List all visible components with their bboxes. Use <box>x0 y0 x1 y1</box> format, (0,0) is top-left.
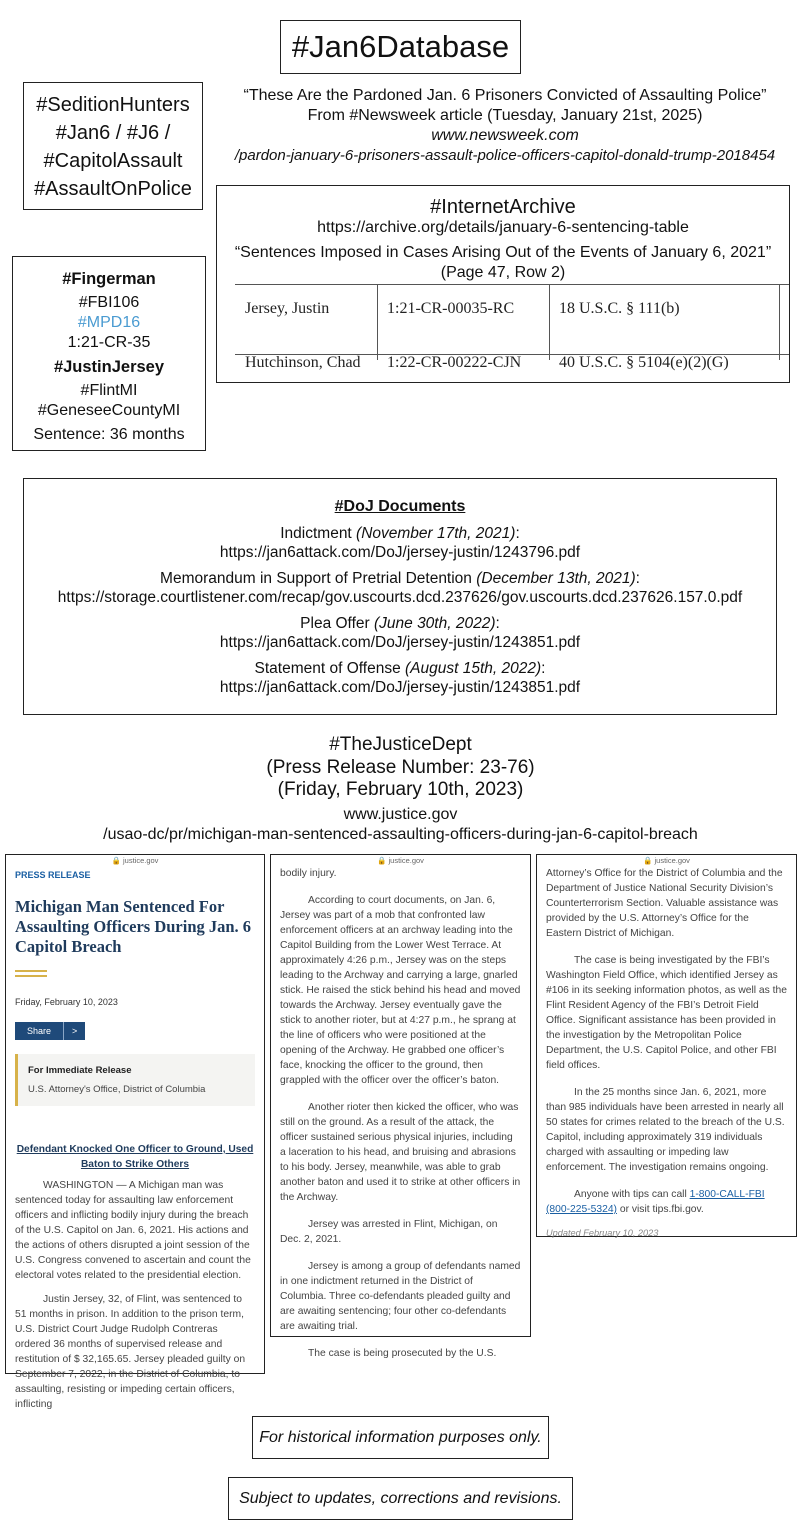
justice-heading: #TheJusticeDept <box>329 734 472 755</box>
body-paragraph: Another rioter then kicked the officer, who was still on the ground. As a result of the attack, the officer sustained serious physical injuries, including a laceration to his head, and bruising and abrasions to his body. Jersey, meanwhile, was able to grab another baton and used it to strike at other officers in the Archway. <box>280 1102 521 1203</box>
doc-label: Indictment <box>280 525 357 542</box>
tips-paragraph: Anyone with tips can call 1-800-CALL-FBI (800-225-5324) or visit tips.fbi.gov. <box>546 1189 765 1215</box>
body-paragraph: Jersey was arrested in Flint, Michigan, on Dec. 2, 2021. <box>280 1219 498 1245</box>
fingerman-heading: #Fingerman <box>62 270 156 288</box>
table-next-statute: 40 U.S.C. § 5104(e)(2)(G) <box>559 354 729 371</box>
page-title: #Jan6Database <box>280 20 521 74</box>
doj-documents-box <box>23 478 777 715</box>
internet-archive-box <box>216 185 790 383</box>
table-cell-statute: 18 U.S.C. § 111(b) <box>559 300 680 317</box>
doc-label: Plea Offer <box>300 615 374 632</box>
panel-domain: 🔒 justice.gov <box>643 856 690 865</box>
doc-url[interactable]: https://jan6attack.com/DoJ/jersey-justin/1243851.pdf <box>219 634 581 651</box>
doc-date: (November 17th, 2021) <box>356 525 516 542</box>
tag-capitol-assault: #CapitolAssault <box>43 150 183 172</box>
release-heading: For Immediate Release <box>28 1065 132 1076</box>
table-cell-case: 1:21-CR-00035-RC <box>387 300 515 317</box>
flint-tag: #FlintMI <box>80 382 138 399</box>
justice-url-domain[interactable]: www.justice.gov <box>343 806 458 823</box>
body-paragraph: The case is being investigated by the FBI’s Washington Field Office, which identified Jersey as #106 in its seeking information photos, as well as the Flint Resident Agency of the FBI’s Detroit Field Office. Significant assistance has been provided in the investigation by the Metropolitan Police Department, the U.S. Capitol Police, and other FBI field offices. <box>546 955 787 1071</box>
chevron-right-icon: > <box>63 1022 85 1040</box>
doc-label: Statement of Offense <box>254 660 406 677</box>
press-release-panel-2 <box>270 854 531 1359</box>
doj-entry-statement: Statement of Offense (August 15th, 2022): https://jan6attack.com/DoJ/jersey-justin/1243851.pdf <box>24 659 776 697</box>
fbi-tag: #FBI106 <box>78 294 140 311</box>
body-paragraph: WASHINGTON — A Michigan man was sentenced today for assaulting law enforcement officers and inflicting bodily injury during the breach of the U.S. Capitol on Jan. 6, 2021. His actions and the actions of others disrupted a joint session of the U.S. Congress convened to ascertain and count the electoral votes related to the presidential election. <box>15 1180 251 1281</box>
table-cell-name: Jersey, Justin <box>245 300 330 317</box>
tag-sedition-hunters: #SeditionHunters <box>36 94 190 116</box>
tag-assault-on-police: #AssaultOnPolice <box>34 178 192 200</box>
table-next-case: 1:22-CR-00222-CJN <box>387 354 522 371</box>
press-subheading: Defendant Knocked One Officer to Ground, Used Baton to Strike Others <box>16 1144 254 1170</box>
press-release-date-line: Friday, February 10, 2023 <box>15 997 118 1007</box>
doc-url[interactable]: https://storage.courtlistener.com/recap/gov.uscourts.dcd.237626/gov.uscourts.dcd.237626.157.0.pdf <box>57 589 743 606</box>
sentencing-table-excerpt <box>235 284 789 371</box>
newsweek-headline: “These Are the Pardoned Jan. 6 Prisoners Convicted of Assaulting Police” <box>243 87 767 104</box>
genesee-tag: #GeneseeCountyMI <box>37 402 181 419</box>
press-release-panel-1 <box>5 854 265 1410</box>
newsweek-citation <box>210 86 800 166</box>
panel-domain: 🔒 justice.gov <box>111 856 159 865</box>
body-paragraph: The case is being prosecuted by the U.S. <box>308 1348 497 1359</box>
body-paragraph: In the 25 months since Jan. 6, 2021, more than 985 individuals have been arrested in nearly all 50 states for crimes related to the breach of the U.S. Capitol, including approximately 319 individuals charged with assaulting or impeding law enforcement. The investigation remains ongoing. <box>546 1087 785 1173</box>
archive-doc-title: “Sentences Imposed in Cases Arising Out of the Events of January 6, 2021” <box>234 244 772 261</box>
table-next-name: Hutchinson, Chad <box>245 354 361 371</box>
doc-date: (June 30th, 2022) <box>373 615 496 632</box>
fbi-phone-link[interactable]: 1-800-CALL-FBI <box>689 1189 765 1200</box>
archive-heading: #InternetArchive <box>430 196 576 218</box>
archive-url[interactable]: https://archive.org/details/january-6-sentencing-table <box>317 219 689 236</box>
doc-label: Memorandum in Support of Pretrial Detention <box>160 570 477 587</box>
justin-jersey-tag: #JustinJersey <box>53 358 165 376</box>
body-paragraph: bodily injury. <box>280 868 337 879</box>
doc-url[interactable]: https://jan6attack.com/DoJ/jersey-justin/1243796.pdf <box>219 544 581 561</box>
mpd-tag[interactable]: #MPD16 <box>77 314 141 331</box>
doc-url[interactable]: https://jan6attack.com/DoJ/jersey-justin/1243851.pdf <box>219 679 581 696</box>
archive-page: (Page 47, Row 2) <box>440 264 566 281</box>
sentence-text: Sentence: 36 months <box>33 426 185 443</box>
doj-entry-memorandum: Memorandum in Support of Pretrial Detention (December 13th, 2021): https://storage.courtlistener.com/recap/gov.uscourts.dcd.237626/gov.uscourts.dcd.237626.157.0.pdf <box>24 569 776 607</box>
updates-disclaimer: Subject to updates, corrections and revisions. <box>228 1477 573 1520</box>
tag-jan6: #Jan6 / #J6 / <box>55 122 171 144</box>
press-release-title: Michigan Man Sentenced For Assaulting Officers During Jan. 6 Capitol Breach <box>15 897 252 956</box>
body-paragraph: According to court documents, on Jan. 6, Jersey was part of a mob that confronted law enforcement officers at an archway leading into the Capitol Building from the Lower West Terrace. At approximately 4:26 p.m., Jersey was on the steps leading to the Archway and carrying a large, gnarled stick. He raised the stick behind his head and moved towards the Archway. Jersey eventually gave the stick to another rioter, but at 4:27 p.m., he sprang at the line of officers who were positioned at the opening of the Archway. He grabbed one officer’s face, knocking the officer to the ground, then grappled with the officer over the officer’s baton. <box>280 895 521 1086</box>
press-release-panel-3 <box>536 854 797 1237</box>
historical-disclaimer: For historical information purposes only. <box>252 1416 549 1459</box>
doc-date: (December 13th, 2021) <box>476 570 636 587</box>
body-paragraph: Attorney’s Office for the District of Columbia and the Department of Justice National Security Division’s Counterterrorism Section. Valuable assistance was provided by the U.S. Attorney’s Office for the Eastern District of Michigan. <box>546 868 783 939</box>
gold-divider <box>15 970 47 972</box>
release-info-box <box>15 1054 255 1106</box>
body-paragraph: Jersey is among a group of defendants named in one indictment returned in the District of Columbia. Three co-defendants pleaded guilty and are awaiting sentencing; four other co-defendants are awaiting trial. <box>280 1261 521 1332</box>
justice-url-path[interactable]: /usao-dc/pr/michigan-man-sentenced-assaulting-officers-during-jan-6-capitol-breach <box>103 826 698 843</box>
press-release-label: PRESS RELEASE <box>15 870 91 880</box>
hashtag-box <box>23 82 203 210</box>
fingerman-box <box>12 256 206 451</box>
body-paragraph: Justin Jersey, 32, of Flint, was sentenced to 51 months in prison. In addition to the prison term, U.S. District Court Judge Rudolph Contreras ordered 36 months of supervised release and restitution of $ 32,165.65. Jersey pleaded guilty on September 7, 2022, in the District of Columbia, to assaulting, resisting or impeding certain officers, inflicting <box>15 1294 246 1410</box>
doj-entry-indictment: Indictment (November 17th, 2021): https://jan6attack.com/DoJ/jersey-justin/1243796.pdf <box>24 524 776 562</box>
panel-domain: 🔒 justice.gov <box>377 856 424 865</box>
doj-entry-plea-offer: Plea Offer (June 30th, 2022): https://jan6attack.com/DoJ/jersey-justin/1243851.pdf <box>24 614 776 652</box>
newsweek-source: From #Newsweek article (Tuesday, January 21st, 2025) <box>307 107 703 124</box>
fbi-number-link[interactable]: (800-225-5324) <box>546 1204 617 1215</box>
newsweek-url-domain[interactable]: www.newsweek.com <box>431 127 579 144</box>
case-number: 1:21-CR-35 <box>67 334 151 351</box>
share-button[interactable]: Share > <box>15 1022 85 1040</box>
updated-date: Updated February 10, 2023 <box>546 1228 659 1238</box>
gold-divider <box>15 975 47 977</box>
doc-date: (August 15th, 2022) <box>405 660 542 677</box>
press-release-date: (Friday, February 10th, 2023) <box>277 779 524 800</box>
justice-dept-citation <box>0 733 801 845</box>
press-release-number: (Press Release Number: 23-76) <box>266 757 535 778</box>
newsweek-url-path[interactable]: /pardon-january-6-prisoners-assault-police-officers-capitol-donald-trump-2018454 <box>234 147 776 164</box>
doj-heading: #DoJ Documents <box>334 498 466 515</box>
release-office: U.S. Attorney's Office, District of Columbia <box>28 1084 206 1095</box>
